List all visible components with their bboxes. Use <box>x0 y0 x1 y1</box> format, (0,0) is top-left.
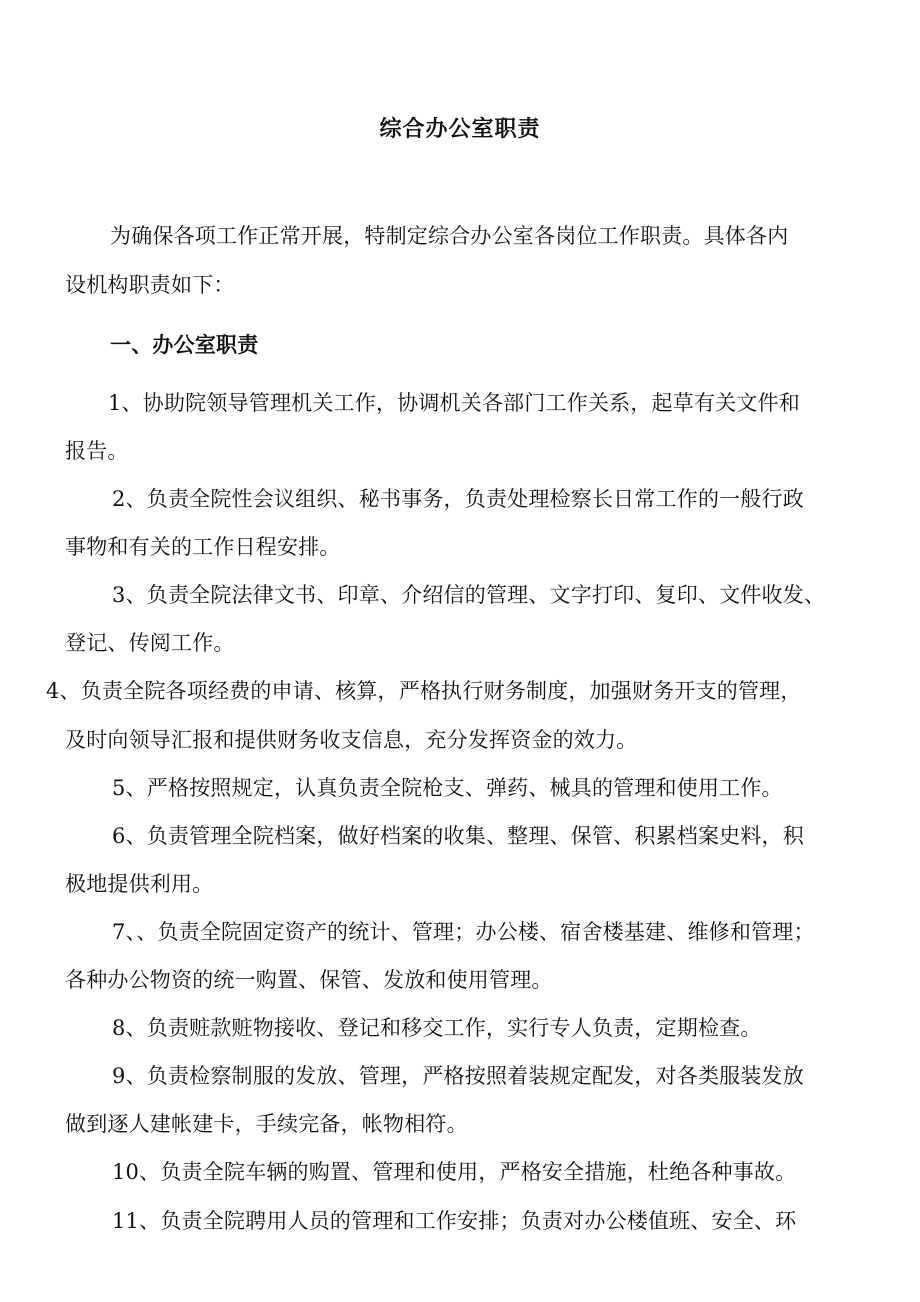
item-4-line-1: 4、负责全院各项经费的申请、核算，严格执行财务制度，加强财务开支的管理， <box>46 679 802 703</box>
section-heading-office: 一、办公室职责 <box>110 332 259 357</box>
item-11-line-1: 11、负责全院聘用人员的管理和工作安排；负责对办公楼值班、安全、环 <box>112 1209 797 1233</box>
item-4-line-2: 及时向领导汇报和提供财务收支信息，充分发挥资金的效力。 <box>65 728 638 752</box>
intro-line-2: 设机构职责如下： <box>65 273 235 297</box>
document-title: 综合办公室职责 <box>379 116 541 142</box>
item-6-line-1: 6、负责管理全院档案，做好档案的收集、整理、保管、积累档案史料，积 <box>112 824 804 848</box>
item-5-line-1: 5、严格按照规定，认真负责全院枪支、弹药、械具的管理和使用工作。 <box>112 776 783 800</box>
item-2-line-1: 2、负责全院性会议组织、秘书事务，负责处理检察长日常工作的一般行政 <box>112 487 804 511</box>
item-7-line-2: 各种办公物资的统一购置、保管、发放和使用管理。 <box>65 968 553 992</box>
item-7-line-1: 7、、负责全院固定资产的统计、管理；办公楼、宿舍楼基建、维修和管理； <box>112 920 815 944</box>
item-1-line-2: 报告。 <box>65 439 129 463</box>
item-6-line-2: 极地提供利用。 <box>65 872 214 896</box>
item-9-line-1: 9、负责检察制服的发放、管理，严格按照着装规定配发，对各类服装发放 <box>112 1064 804 1088</box>
item-2-line-2: 事物和有关的工作日程安排。 <box>65 535 341 559</box>
item-3-line-2: 登记、传阅工作。 <box>65 631 235 655</box>
item-8-line-1: 8、负责赃款赃物接收、登记和移交工作，实行专人负责，定期检查。 <box>112 1016 762 1040</box>
item-9-line-2: 做到逐人建帐建卡，手续完备，帐物相符。 <box>65 1112 468 1136</box>
item-10-line-1: 10、负责全院车辆的购置、管理和使用，严格安全措施，杜绝各种事故。 <box>112 1160 797 1184</box>
item-1-line-1: 1、协助院领导管理机关工作，协调机关各部门工作关系，起草有关文件和 <box>108 391 800 415</box>
intro-line-1: 为确保各项工作正常开展，特制定综合办公室各岗位工作职责。具体各内 <box>110 224 789 248</box>
item-3-line-1: 3、负责全院法律文书、印章、介绍信的管理、文字打印、复印、文件收发、 <box>112 583 826 607</box>
